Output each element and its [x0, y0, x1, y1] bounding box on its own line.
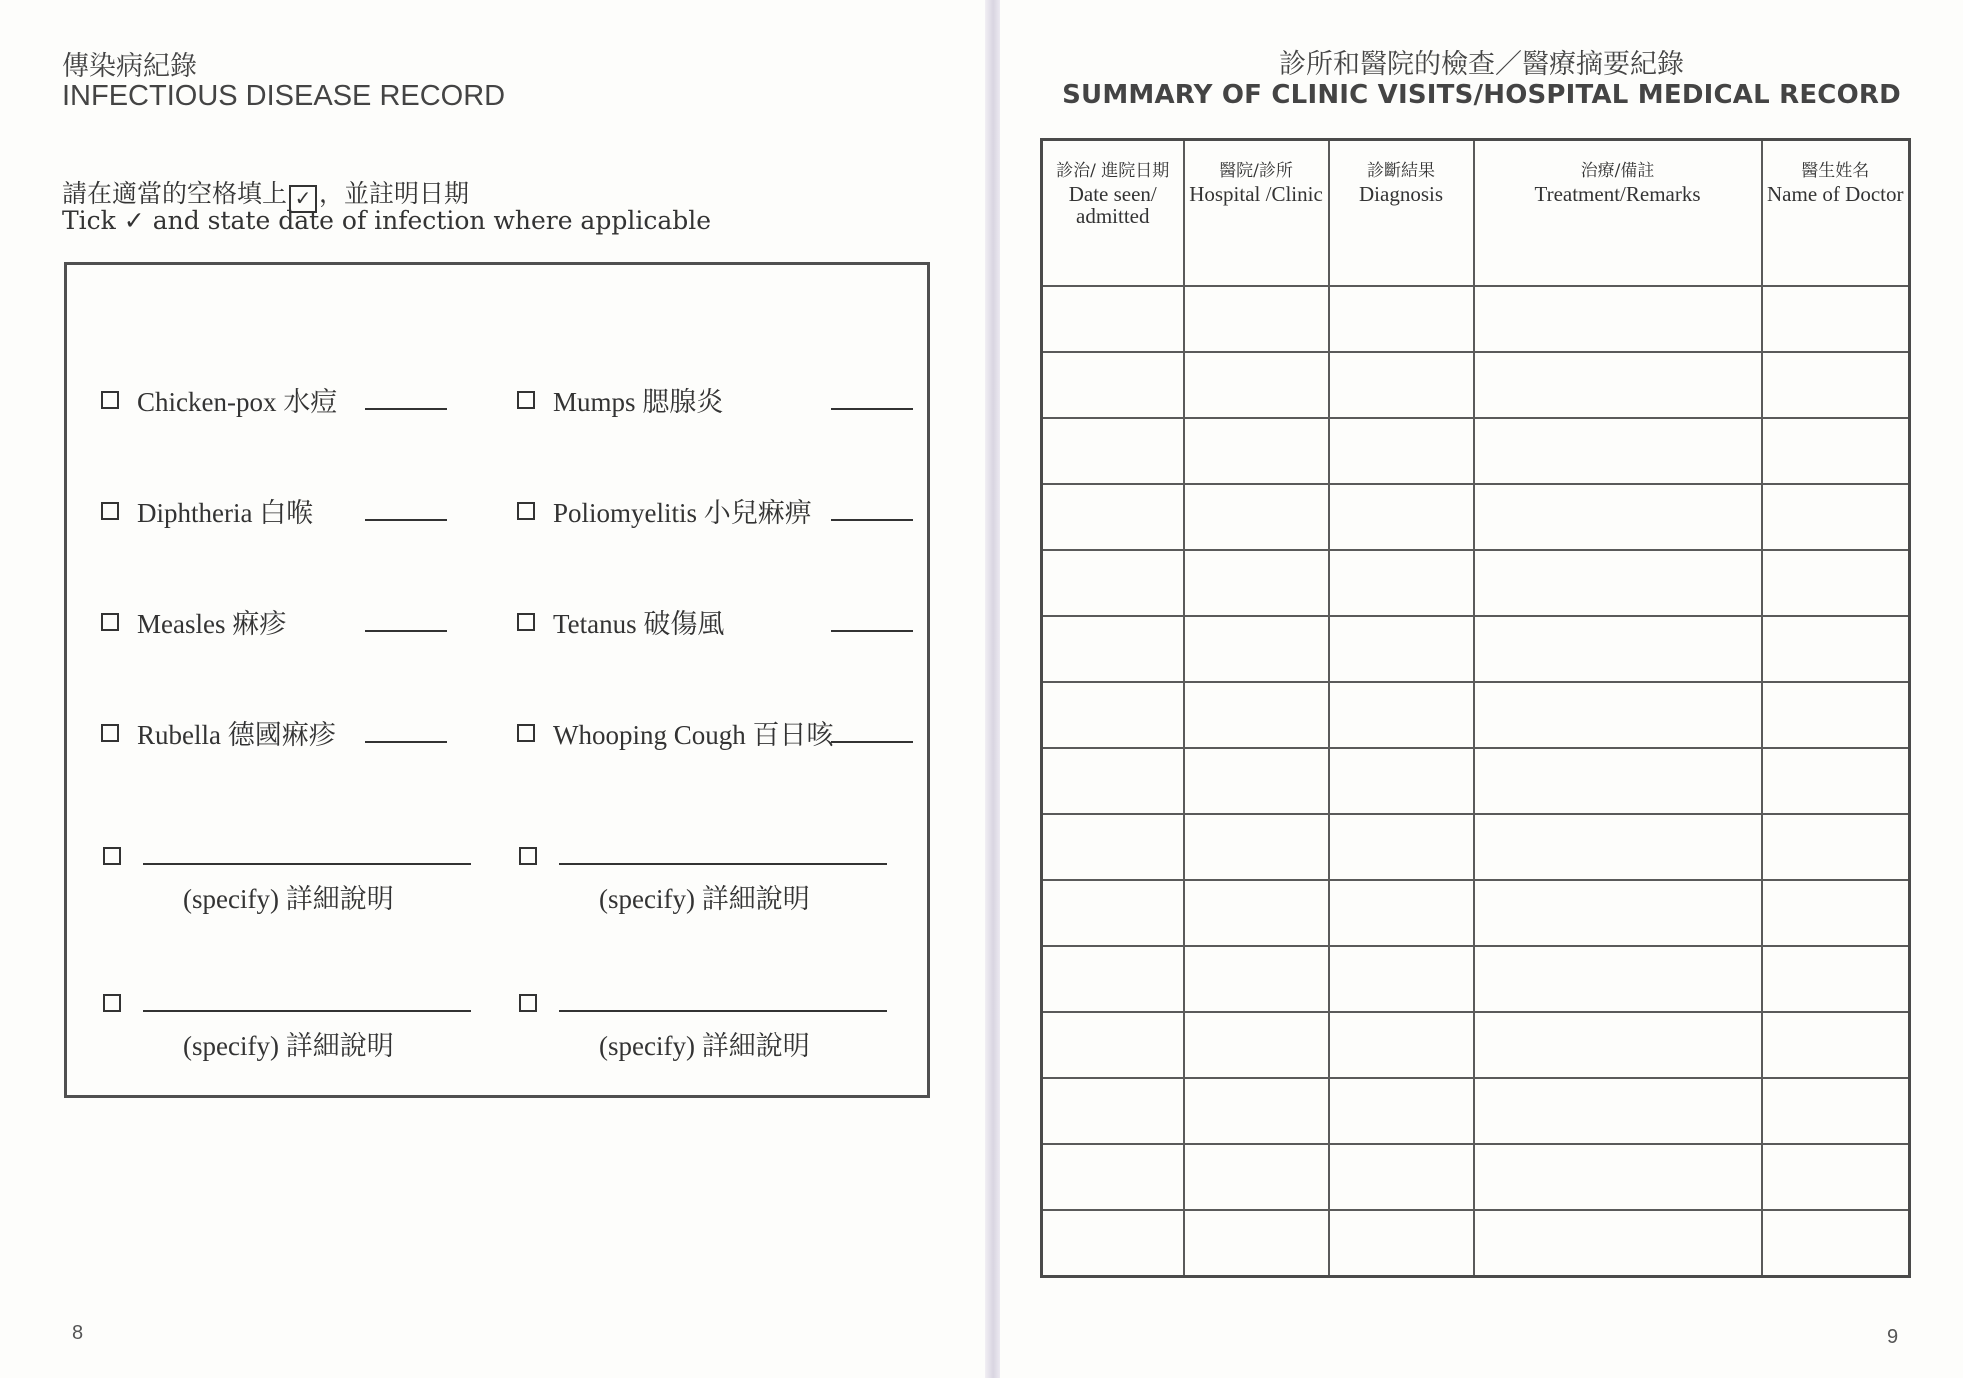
disease-checkbox[interactable]: [101, 391, 119, 409]
disease-label: Chicken-pox 水痘: [137, 387, 338, 417]
instruction-chinese-part2: ，並註明日期: [319, 179, 470, 208]
table-cell[interactable]: [1042, 880, 1184, 946]
disease-label: Mumps 腮腺炎: [553, 387, 724, 417]
table-cell[interactable]: [1474, 1078, 1762, 1144]
table-row: [1042, 1210, 1910, 1277]
page-number: 8: [72, 1322, 84, 1344]
table-cell[interactable]: [1329, 1210, 1474, 1277]
specify-field[interactable]: [559, 863, 887, 865]
table-cell[interactable]: [1329, 1078, 1474, 1144]
table-row: [1042, 286, 1910, 352]
table-cell[interactable]: [1042, 550, 1184, 616]
tick-icon: ✓: [123, 206, 145, 235]
table-cell[interactable]: [1329, 1144, 1474, 1210]
table-row: [1042, 352, 1910, 418]
table-row: [1042, 682, 1910, 748]
table-cell[interactable]: [1329, 1012, 1474, 1078]
table-row: [1042, 550, 1910, 616]
table-row: [1042, 946, 1910, 1012]
page-number: 9: [1887, 1326, 1899, 1348]
table-cell[interactable]: [1329, 682, 1474, 748]
table-cell[interactable]: [1184, 880, 1329, 946]
table-cell[interactable]: [1042, 352, 1184, 418]
column-header-zh: 診斷結果: [1367, 161, 1435, 181]
column-header-diagnosis: [1329, 140, 1474, 287]
column-header-en: Treatment/Remarks: [1534, 182, 1701, 206]
table-cell[interactable]: [1329, 946, 1474, 1012]
table-cell[interactable]: [1762, 814, 1910, 880]
table-cell[interactable]: [1474, 352, 1762, 418]
column-header-zh: 診治/ 進院日期: [1056, 161, 1170, 181]
date-field[interactable]: [831, 519, 913, 521]
specify-item: [519, 994, 899, 1064]
disease-item-mumps: [517, 380, 723, 419]
table-cell[interactable]: [1329, 550, 1474, 616]
instruction-chinese-part1: 請在適當的空格填上: [62, 179, 288, 208]
table-cell[interactable]: [1042, 682, 1184, 748]
table-cell[interactable]: [1762, 682, 1910, 748]
column-header-zh: 醫生姓名: [1801, 161, 1870, 181]
disease-label: Rubella 德國痳疹: [137, 720, 336, 750]
specify-checkbox[interactable]: [103, 994, 121, 1012]
specify-field[interactable]: [559, 1010, 887, 1012]
table-cell[interactable]: [1184, 550, 1329, 616]
disease-checkbox[interactable]: [517, 613, 535, 631]
table-cell[interactable]: [1042, 1210, 1184, 1277]
table-cell[interactable]: [1184, 814, 1329, 880]
disease-label: Measles 痳疹: [137, 609, 287, 639]
table-cell[interactable]: [1184, 352, 1329, 418]
disease-checkbox[interactable]: [101, 502, 119, 520]
table-cell[interactable]: [1184, 1210, 1329, 1277]
specify-field[interactable]: [143, 863, 471, 865]
disease-item-measles: [101, 602, 286, 641]
table-cell[interactable]: [1762, 946, 1910, 1012]
table-cell[interactable]: [1762, 286, 1910, 352]
column-header-en: Name of Doctor: [1767, 182, 1904, 206]
book-gutter: [985, 0, 1000, 1378]
table-cell[interactable]: [1474, 814, 1762, 880]
date-field[interactable]: [831, 741, 913, 743]
date-field[interactable]: [365, 630, 447, 632]
table-cell[interactable]: [1762, 1144, 1910, 1210]
date-field[interactable]: [365, 741, 447, 743]
table-cell[interactable]: [1184, 484, 1329, 550]
table-cell[interactable]: [1042, 1012, 1184, 1078]
page-title-chinese: 傳染病紀錄: [62, 51, 197, 82]
table-cell[interactable]: [1184, 1144, 1329, 1210]
table-cell[interactable]: [1762, 418, 1910, 484]
right-page: [1000, 0, 1963, 1378]
table-cell[interactable]: [1762, 1012, 1910, 1078]
table-header-row: [1042, 140, 1910, 287]
table-cell[interactable]: [1474, 682, 1762, 748]
column-header-date: [1042, 140, 1184, 287]
table-cell[interactable]: [1474, 748, 1762, 814]
specify-checkbox[interactable]: [519, 847, 537, 865]
table-cell[interactable]: [1762, 1078, 1910, 1144]
table-cell[interactable]: [1474, 946, 1762, 1012]
page-title: INFECTIOUS DISEASE RECORD: [62, 80, 506, 112]
table-cell[interactable]: [1042, 616, 1184, 682]
table-cell[interactable]: [1329, 484, 1474, 550]
column-header-en: Diagnosis: [1359, 182, 1443, 206]
table-row: [1042, 814, 1910, 880]
table-cell[interactable]: [1184, 748, 1329, 814]
disease-item-tetanus: [517, 602, 724, 641]
table-cell[interactable]: [1042, 946, 1184, 1012]
specify-label: (specify) 詳細說明: [183, 884, 394, 914]
disease-checkbox[interactable]: [517, 724, 535, 742]
column-header-en: Date seen/ admitted: [1068, 182, 1157, 228]
table-cell[interactable]: [1474, 1144, 1762, 1210]
table-cell[interactable]: [1184, 616, 1329, 682]
disease-item-poliomyelitis: [517, 491, 812, 530]
table-cell[interactable]: [1474, 880, 1762, 946]
table-cell[interactable]: [1042, 418, 1184, 484]
disease-label: Whooping Cough 百日咳: [553, 720, 834, 750]
disease-item-rubella: [101, 713, 336, 752]
table-body: [1042, 286, 1910, 1277]
table-cell[interactable]: [1329, 286, 1474, 352]
table-row: [1042, 1012, 1910, 1078]
table-row: [1042, 616, 1910, 682]
table-cell[interactable]: [1184, 682, 1329, 748]
column-header-hospital: [1184, 140, 1329, 287]
table-cell[interactable]: [1762, 616, 1910, 682]
specify-label: (specify) 詳細說明: [183, 1031, 394, 1061]
table-cell[interactable]: [1329, 748, 1474, 814]
table-cell[interactable]: [1042, 1144, 1184, 1210]
disease-checkbox[interactable]: [517, 502, 535, 520]
table-row: [1042, 1078, 1910, 1144]
table-row: [1042, 880, 1910, 946]
table-cell[interactable]: [1474, 418, 1762, 484]
disease-label: Poliomyelitis 小兒痳痹: [553, 498, 812, 528]
medical-record-table: [1040, 138, 1911, 1278]
specify-item: [103, 994, 483, 1064]
specify-checkbox[interactable]: [519, 994, 537, 1012]
table-cell[interactable]: [1042, 748, 1184, 814]
table-cell[interactable]: [1762, 550, 1910, 616]
table-row: [1042, 748, 1910, 814]
table-cell[interactable]: [1329, 352, 1474, 418]
disease-label: Tetanus 破傷風: [553, 609, 725, 639]
table-cell[interactable]: [1329, 880, 1474, 946]
table-cell[interactable]: [1329, 814, 1474, 880]
table-cell[interactable]: [1184, 1012, 1329, 1078]
disease-checkbox[interactable]: [101, 613, 119, 631]
table-cell[interactable]: [1762, 1210, 1910, 1277]
disease-label: Diphtheria 白喉: [137, 498, 314, 528]
specify-label: (specify) 詳細說明: [599, 1031, 810, 1061]
specify-checkbox[interactable]: [103, 847, 121, 865]
table-cell[interactable]: [1329, 418, 1474, 484]
table-cell[interactable]: [1184, 286, 1329, 352]
specify-item: [103, 847, 483, 917]
table-row: [1042, 484, 1910, 550]
disease-checkbox[interactable]: [517, 391, 535, 409]
table-cell[interactable]: [1762, 748, 1910, 814]
column-header-en: Hospital /Clinic: [1189, 182, 1323, 206]
column-header-zh: 治療/備註: [1580, 161, 1655, 181]
instruction-english: [62, 206, 711, 235]
column-header-treatment: [1474, 140, 1762, 287]
table-cell[interactable]: [1762, 880, 1910, 946]
disease-item-whooping-cough: [517, 713, 834, 752]
table-cell[interactable]: [1042, 286, 1184, 352]
specify-label: (specify) 詳細說明: [599, 884, 810, 914]
table-cell[interactable]: [1474, 286, 1762, 352]
table-cell[interactable]: [1042, 1078, 1184, 1144]
table-cell[interactable]: [1474, 484, 1762, 550]
table-cell[interactable]: [1762, 484, 1910, 550]
disease-item-chicken-pox: [101, 380, 337, 419]
table-cell[interactable]: [1184, 418, 1329, 484]
specify-field[interactable]: [143, 1010, 471, 1012]
table-cell[interactable]: [1762, 352, 1910, 418]
date-field[interactable]: [831, 630, 913, 632]
table-cell[interactable]: [1474, 550, 1762, 616]
checked-box-icon: ✓: [289, 185, 317, 213]
specify-item: [519, 847, 899, 917]
table-cell[interactable]: [1042, 484, 1184, 550]
table-cell[interactable]: [1329, 616, 1474, 682]
disease-checkbox[interactable]: [101, 724, 119, 742]
table-row: [1042, 1144, 1910, 1210]
disease-checklist-box: [64, 262, 930, 1098]
date-field[interactable]: [365, 408, 447, 410]
page-title: SUMMARY OF CLINIC VISITS/HOSPITAL MEDICAL RECORD: [1062, 80, 1901, 110]
date-field[interactable]: [365, 519, 447, 521]
table-row: [1042, 418, 1910, 484]
date-field[interactable]: [831, 408, 913, 410]
instruction-english-part2: and state date of infection where applicable: [152, 206, 712, 235]
instruction-english-part1: Tick: [62, 206, 116, 235]
disease-item-diphtheria: [101, 491, 313, 530]
table-cell[interactable]: [1184, 946, 1329, 1012]
page-title-chinese: 診所和醫院的檢查／醫療摘要紀錄: [1279, 49, 1684, 80]
column-header-zh: 醫院/診所: [1219, 161, 1293, 181]
table-cell[interactable]: [1474, 616, 1762, 682]
table-cell[interactable]: [1474, 1210, 1762, 1277]
table-cell[interactable]: [1184, 1078, 1329, 1144]
table-cell[interactable]: [1042, 814, 1184, 880]
table-cell[interactable]: [1474, 1012, 1762, 1078]
column-header-doctor: [1762, 140, 1910, 287]
